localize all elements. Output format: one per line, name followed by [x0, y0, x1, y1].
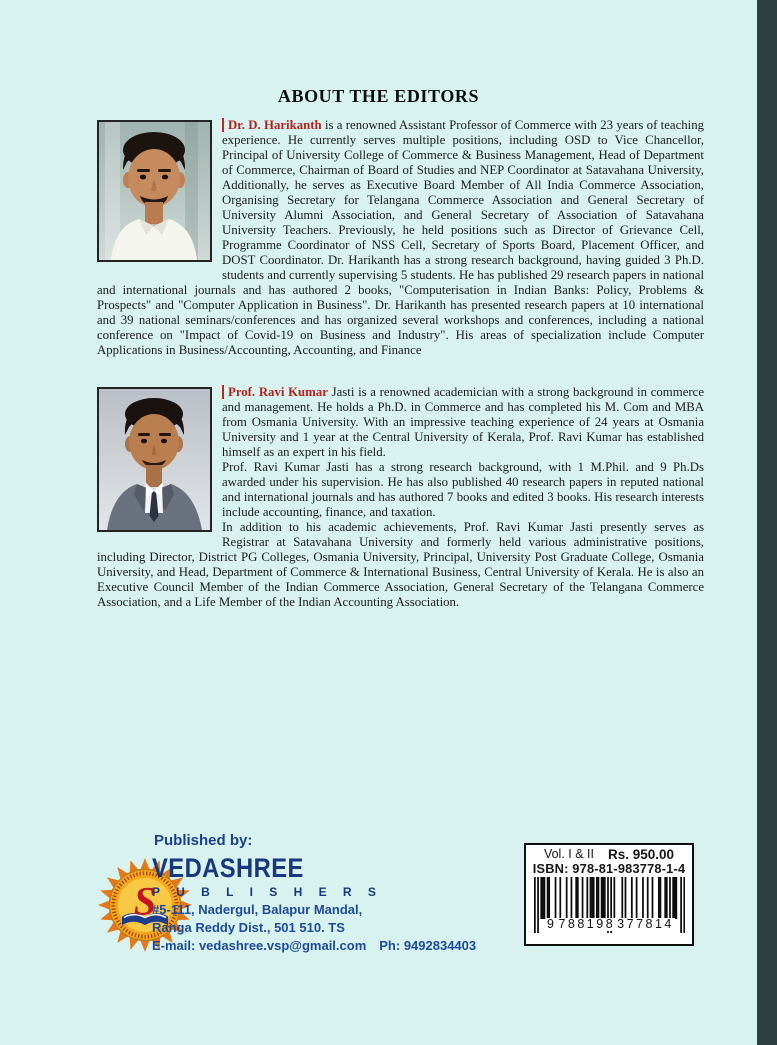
page-title: ABOUT THE EDITORS	[277, 86, 480, 106]
barcode-digit-group: 788198	[558, 917, 616, 931]
publisher-email: E-mail: vedashree.vsp@gmail.com	[152, 938, 367, 953]
volume-price-row	[526, 847, 692, 862]
volume-label: Vol. I & II	[543, 847, 594, 861]
price-label: Rs. 950.00	[607, 847, 675, 862]
bio-body: Jasti is a renowned academician with a strong background in commerce and management. He holds a Ph.D. in Commerce and has completed his M. Com and MBA from Osmania University. With an impressive teaching experience of 24 years at Osmania University and 1 year at the Central University of Kerala, Prof. Ravi Kumar has established himself as an expert in his field.	[222, 385, 704, 459]
editor-photo-ravi-kumar	[97, 387, 212, 532]
barcode-digit-group: 377814	[617, 917, 674, 931]
publisher-address-line1: #5-111, Nadergul, Balapur Mandal,	[152, 902, 363, 917]
publisher-text-block	[152, 830, 476, 953]
bio-body: is a renowned Assistant Professor of Commerce with 23 years of teaching experience. He currently serves multiple positions, including OSD to Vice Chancellor, Principal of University College of Commerce & Business Management, Head of Department of Commerce, Chairman of Board of Studies and NEP Coordinator at Satavahana University, Additionally, he serves as Executive Board Member of All India Commerce Association, Organising Secretary for Telangana Commerce Association and General Secretary of University Alumni Association, and General Secretary of Association of Satavahana University Teachers. Previously, he held positions such as Director of Grievance Cell, Programme Coordinator of NSS Cell, Secretary of Sports Board, Placement Officer, and DOST Coordinator. Dr. Harikanth has a strong research background, having guided 3 Ph.D. students and currently supervising 5 students. He has published 29 research papers in national and international journals and has authored 2 books, "Computerisation in Indian Banks: Policy, Problems & Prospects" and "Computer Application in Business". Dr. Harikanth has presented research papers at 10 international and 39 national seminars/conferences and has organized several workshops and conferences, including a national conference on "Impact of Covid-19 on Business and Industry". His areas of specialization include Computer Applications in Business/Accounting, Accounting, and Finance	[97, 118, 705, 357]
editor-bio-ravi-kumar	[97, 385, 704, 610]
publisher-address-line2: Ranga Reddy Dist., 501 510. TS	[152, 920, 345, 935]
published-by-label: Published by:	[154, 832, 253, 849]
isbn-price-box	[524, 843, 694, 946]
barcode	[534, 877, 684, 933]
svg-text:S: S	[133, 878, 157, 924]
spine-strip	[757, 0, 777, 1045]
editor-name: Prof. Ravi Kumar	[222, 385, 328, 399]
bio-paragraph: In addition to his academic achievements, Prof. Ravi Kumar Jasti presently serves as Registrar at Satavahana University and formerly held various administrative positions, including Director, District PG Colleges, Osmania University, Principal, University Post Graduate College, Osmania University, and Head, Department of Commerce & International Business, Central University of Kerala. He is also an Executive Council Member of the Indian Commerce Association, General Secretary of the Telangana Commerce Association, and a Life Member of the Indian Accounting Association.	[97, 520, 704, 609]
editor-bio-harikanth	[97, 118, 704, 358]
editor-name: Dr. D. Harikanth	[222, 118, 322, 132]
barcode-digit-group: 9	[547, 917, 557, 931]
publisher-subtitle: P U B L I S H E R S	[152, 885, 383, 899]
bio-paragraph: Prof. Ravi Kumar Jasti has a strong research background, with 1 M.Phil. and 9 Ph.Ds awarded under his supervision. He has also published 40 research papers in reputed national and international journals and has authored 7 books and edited 3 books. His research interests include accounting, finance, and taxation.	[222, 460, 704, 519]
publisher-block	[0, 830, 520, 980]
isbn-label: ISBN: 978-81-983778-1-4	[532, 861, 686, 876]
publisher-contact-row	[152, 938, 476, 953]
portrait-illustration	[99, 389, 210, 530]
publisher-name: VEDASHREE	[152, 853, 304, 883]
portrait-illustration	[99, 122, 210, 260]
editor-photo-harikanth	[97, 120, 212, 262]
publisher-phone: Ph: 9492834403	[379, 938, 477, 953]
barcode-digits	[546, 917, 674, 931]
